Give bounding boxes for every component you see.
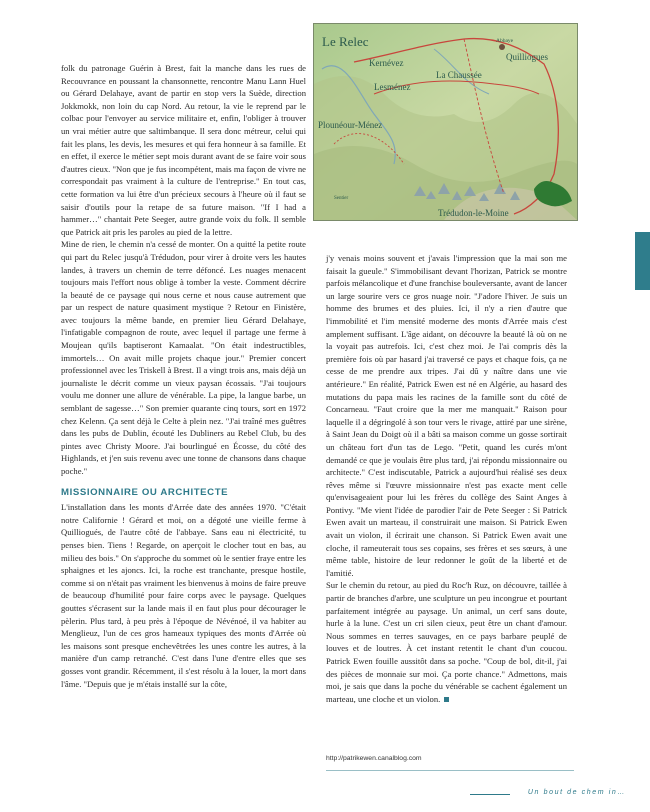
right-paragraph-2-text: Sur le chemin du retour, au pied du Roc'h Ruz, on découvre, taillée à partir de branches d'arbre, une sculpture un peu incongrue et pourtant parfaitement intégrée au paysage. Un animal, un cerf sans doute, hurle à la lune. C'est un cri silen cieux, peut être un chant d'amour. Nous sommes en terres sauvages, en ce pays barbare peuplé de louves et de loutres. À cet instant retentit le chant d'un coucou. Patrick Ewen fouille aussitôt dans sa poche. "Coup de bol, dit-il, j'ai des pièces de monnaie sur moi. Ça porte chance." Admettons, mais moi, je sais que dans la poche du vénérable se cachent également un marteau, une cloche et un violon.: [326, 580, 567, 704]
right-paragraph-2: [326, 579, 567, 705]
left-column: [61, 62, 306, 690]
map-place-abbaye: Abbaye: [496, 38, 514, 44]
left-paragraph-3: L'installation dans les monts d'Arrée date des années 1970. "C'était notre Californie ! Gérard et moi, on a dégoté une vieille ferme à Quilliogués, de l'autre côté de l'abbaye. Sans eau ni électricité, tu penses bien. Tiens ! Regarde, on aperçoit le clocher tout en bas, au milieu des bois." On s'approche du sommet où le sentier fraye entre les sphaignes et les ajoncs. Ici, la roche est tranchante, presque hostile, comme si on n'était pas vraiment les bienvenus à moins de faire preuve de beaucoup d'humilité pour faire corps avec le paysage. Quelques gouttes s'écrasent sur la lande mais il en faut plus pour décourager le pèlerin. Plus tard, à peu près à l'époque de Névénoé, il va habiter au Menglieuz, l'un de ces gros hameaux typiques des monts d'Arrée où les maisons sont presque enchevêtrées les unes contre les autres, à la manière d'un camp retranché. C'est dans l'une d'entre elles que ses gosses vont grandir. Récemment, il s'est résolu à la louer, la mort dans l'âme. "Depuis que je m'étais installé sur la côte,: [61, 502, 306, 689]
page-footer: [470, 787, 626, 801]
map-illustration: [313, 23, 578, 221]
footer-text: Un bout de chem in…: [527, 789, 626, 796]
left-paragraph-2: Mine de rien, le chemin n'a cessé de monter. On a quitté la petite route qui part du Relec jusqu'à Trédudon, pour virer à droite vers les hautes landes, à travers un chemin de terre défoncé. Les nuages menacent toujours mais l'effort nous oblige à tomber la veste. Comment décrire la beauté de ce paysage qui nous cerne et nous cause autrement que par un respect de nature quasiment mystique ? Retour en Finistère, avec toujours la même bande, en premier lieu Gérard Delahaye, l'infatigable compagnon de route, avec lequel il partage une ferme à Moujean qu'ils baptiseront Kamaalat. "On était indestructibles, immortels… On avait mille projets chaque jour." Premier concert professionnel avec les Triskell à Brest. Il a vingt trois ans, mais déjà un journaliste le décrit comme un vieux paysan écossais. "J'ai toujours voulu me donner une allure de vénérable. La pipe, la langue barbe, un semblant de sagesse…" Son premier quarante cinq tours, sort en 1972 chez Kelenn. Ça sent déjà le Celte à plein nez. "J'ai traîné mes guêtres dans les pubs de Dublin, écouté les Dubliners au Rebel Club, bu des pintes avec Christy Moore. J'ai bourlingué en Écosse, du côté des Highlands, et j'en suis revenu avec une tonne de chansons dans chaque poche.": [61, 239, 306, 476]
section-title: MISSIONNAIRE OU ARCHITECTE: [61, 486, 229, 498]
map-place-plouneour: Plounéour-Ménez: [318, 120, 383, 130]
map-place-tredudon: Trédudon-le-Moine: [438, 208, 509, 218]
map-place-quilliogues: Quilliogues: [506, 52, 548, 62]
divider: [326, 770, 574, 771]
section-edge-tab: [635, 232, 650, 290]
source-url[interactable]: http://patrikewen.canalblog.com: [326, 755, 422, 762]
map-title: Le Relec: [322, 34, 369, 49]
map-place-lesmenez: Lesménez: [374, 82, 411, 92]
right-paragraph-1: j'y venais moins souvent et j'avais l'impression que la mai son me faisait la gueule." S'immobilisant devant l'horizan, Patrick se montre parfois mélancolique et d'une franchise bouleversante, avant de lancer un large sourire vers ce gros nuage noir. "J'adore l'hiver. Je suis un homme des brumes et des pluies. Ici, il n'y a rien d'autre que l'immobilité et l'im mensité moderne des monts d'Arrée mais c'est amplement suffisant. L'âge aidant, on découvre la beauté là où on ne la voyait pas autrefois. Ici, c'est chez moi. Je l'ai compris dès la première fois où par hasard j'ai traversé ce pays et chaque fois, ça ne cesse de me prendre aux tripes. J'ai dû y naître dans une vie antérieure." En réalité, Patrick Ewen est né en Algérie, au hasard des mutations du papa mais les racines de la famille sont du côté de Concarneau. "Faut croire que la mer me manquait." Raison pour laquelle il a dégringolé à son tour vers le rivage, attiré par une sirène, à Saint Jean du Doigt où il a bâti sa maison comme un gosse sortirait un château fort d'un tas de Lego. "Petit, quand les curés m'ont demandé ce que je voulais être plus tard, j'ai répondu missionnaire ou architecte." C'est indiscutable, Patrick a aujourd'hui réalisé ses deux rêves même si l'œuvre missionnaire n'est pas exacte ment celle qu'envisageaient pour lui les frères du collège des Saint Anges à Pontivy. "Me vient l'idée de parodier l'air de Pete Seeger : Si Patrick Ewen avait un marteau, il construirait une maison. Si Patrick Ewen avait un violon, il écrirait une chanson. Si Patrick Ewen avait une cloche, il rameuterait tous ses copains, ses frères et ses sœurs, à une même table, histoire de leur redonner le goût de la liberté et de l'amitié.: [326, 253, 567, 578]
map-place-sentier: Sentier: [334, 196, 349, 201]
map-place-la-chaussee: La Chaussée: [436, 70, 482, 80]
footer-line: [470, 794, 510, 795]
map-place-kernevez: Kernévez: [369, 58, 404, 68]
end-of-article-mark: [444, 697, 449, 702]
left-paragraph-1: folk du patronage Guérin à Brest, fait la manche dans les rues de Recouvrance en poussant la chansonnette, rencontre Manu Lann Huel ou Gérard Delahaye, avant de partir en stop vers la Suède, direction Jokkmokk, non loin du cap Nord. Au retour, la vie le reprend par le colbac pour l'envoyer au service militaire et, enfin, l'obliger à trouver un vrai métier autre que saltimbanque. Il sera donc métreur, celui qui fait les plans, les devis, les mesures et qui fera honneur à sa famille. Et en effet, il exerce le métier sept mois durant avant de se faire voir sous d'autres cieux. "Non que je fus incompétent, mais ma façon de vivre ne correspondait pas vraiment à la culture de l'entreprise." En tout cas, cette formation va lui être d'un précieux secours à l'heure où il faut se saisir d'outils pour la retape de sa future maison. "If I had a hammer…" chantait Pete Seeger, autre grande voix du folk. Il semble que Patrick ait pris les paroles au pied de la lettre.: [61, 63, 306, 237]
right-column: [326, 252, 567, 705]
